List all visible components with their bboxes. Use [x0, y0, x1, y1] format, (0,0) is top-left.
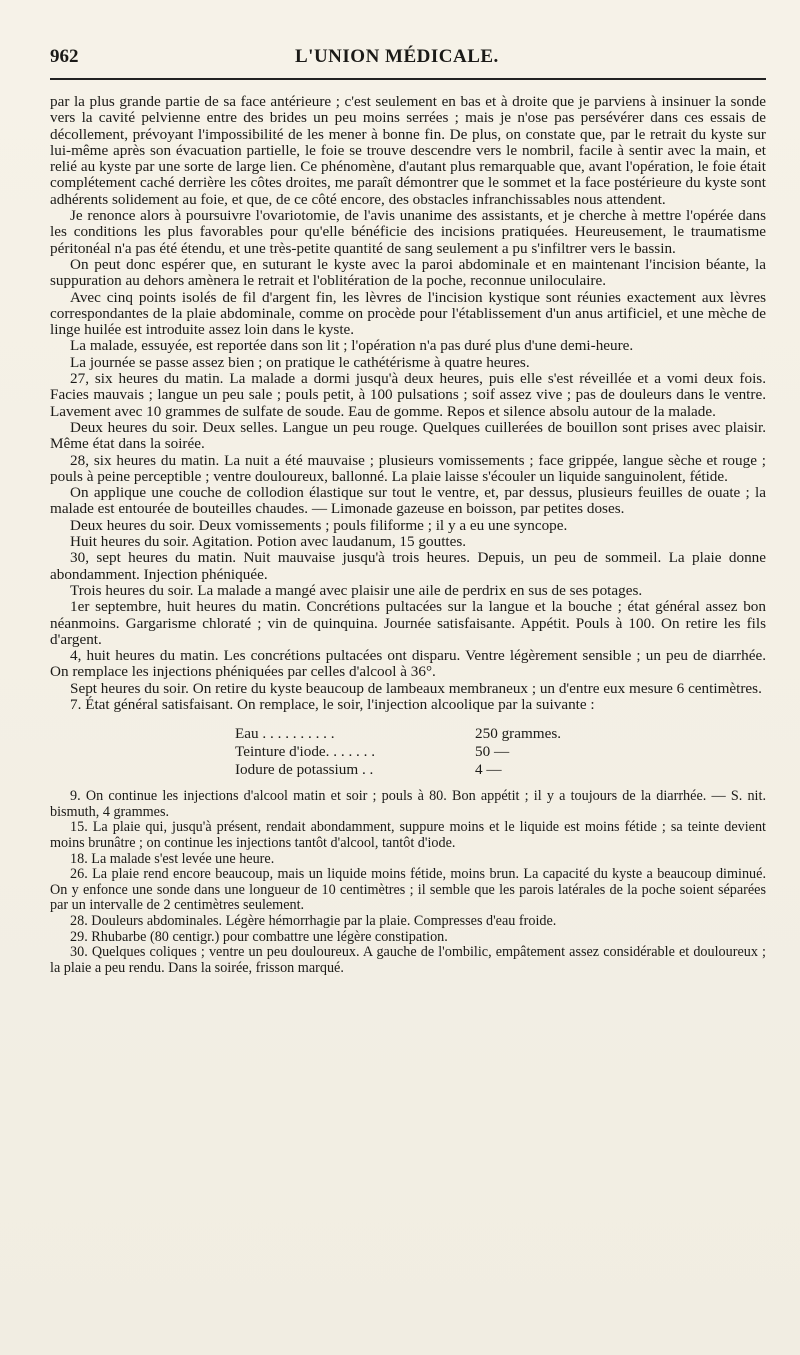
paragraph: Avec cinq points isolés de fil d'argent fin, les lèvres de l'incision kystique sont réunies exactement aux lèvres correspondantes de la plaie abdominale, comme on procède pour l'établissement d'un anus artificiel, et une mèche de linge huilée est introduite assez loin dans le kyste.: [50, 288, 766, 339]
paragraph: 7. État général satisfaisant. On remplace, le soir, l'injection alcoolique par la suivante :: [70, 695, 595, 713]
paragraph: Trois heures du soir. La malade a mangé avec plaisir une aile de perdrix en sus de ses potages.: [70, 581, 643, 599]
paragraph: Je renonce alors à poursuivre l'ovariotomie, de l'avis unanime des assistants, et je cherche à mettre l'opérée dans les conditions les plus favorables pour qu'elle bénéficie des incisions pratiquées. Heureusement, le traumatisme péritonéal n'a pas été étendu, et une très-petite quantité de sang seulement a pu s'infiltrer vers le bassin.: [50, 207, 766, 257]
paragraph: 29. Rhubarbe (80 centigr.) pour combattre une légère constipation.: [70, 928, 448, 945]
formula-ingredient: Eau . . . . . . . . . .: [235, 725, 335, 743]
page-header: [50, 46, 766, 80]
prescription-formula: [235, 725, 766, 779]
paragraphs-after-formula: [50, 789, 766, 976]
paragraph: 9. On continue les injections d'alcool matin et soir ; pouls à 80. Bon appétit ; il y a toujours de la diarrhée. — S. nit. bismuth, 4 grammes.: [50, 788, 766, 820]
paragraph: 1er septembre, huit heures du matin. Concrétions pultacées sur la langue et la bouche ; état général assez bon néanmoins. Gargarisme chloraté ; vin de quinquina. Journée satisfaisante. Appétit. Pouls à 100. On retire les fils d'argent.: [50, 598, 766, 648]
formula-ingredient: Iodure de potassium . .: [235, 761, 374, 779]
formula-row: [235, 743, 766, 761]
article-body: [50, 94, 766, 976]
formula-row: [235, 725, 766, 743]
paragraph: La malade, essuyée, est reportée dans son lit ; l'opération n'a pas duré plus d'une demi-heure.: [70, 337, 634, 355]
paragraph: 26. La plaie rend encore beaucoup, mais un liquide moins fétide, moins brun. La capacité du kyste a beaucoup diminué. On y enfonce une sonde dans une longueur de 10 centimètres ; il semble que les parois latérales de la poche soient séparées par un intervalle de 2 centimètres seulement.: [50, 866, 766, 914]
formula-ingredient: Teinture d'iode. . . . . . .: [235, 743, 376, 761]
paragraphs-before-formula: [50, 94, 766, 713]
paragraph: La journée se passe assez bien ; on pratique le cathétérisme à quatre heures.: [70, 353, 530, 371]
paragraph: 27, six heures du matin. La malade a dormi jusqu'à deux heures, puis elle s'est réveillée et a vomi deux fois. Facies mauvais ; langue un peu sale ; pouls petit, à 100 pulsations ; soif assez vive ; pas de douleurs dans le ventre. Lavement avec 10 grammes de sulfate de soude. Eau de gomme. Repos et silence absolu autour de la malade.: [50, 370, 766, 420]
paragraph: Huit heures du soir. Agitation. Potion avec laudanum, 15 gouttes.: [70, 533, 467, 551]
formula-row: [235, 761, 766, 779]
paragraph: 18. La malade s'est levée une heure.: [70, 850, 275, 867]
formula-quantity: 250 grammes.: [475, 725, 562, 743]
paragraph: 30. Quelques coliques ; ventre un peu douloureux. A gauche de l'ombilic, empâtement assez considérable et douloureux ; la plaie a peu rendu. Dans la soirée, frisson marqué.: [50, 944, 766, 976]
formula-quantity: 50 —: [475, 743, 510, 761]
paragraph: 15. La plaie qui, jusqu'à présent, rendait abondamment, suppure moins et le liquide est moins fétide ; sa teinte devient moins brunâtre ; on continue les injections tantôt d'alcool, tantôt d'iode.: [50, 819, 766, 852]
paragraph: 28. Douleurs abdominales. Légère hémorrhagie par la plaie. Compresses d'eau froide.: [70, 913, 557, 930]
paragraph: Sept heures du soir. On retire du kyste beaucoup de lambeaux membraneux ; un d'entre eux mesure 6 centimètres.: [70, 679, 762, 697]
paragraph: 28, six heures du matin. La nuit a été mauvaise ; plusieurs vomissements ; face grippée, langue sèche et rouge ; pouls à peine perceptible ; ventre douloureux, ballonné. La plaie laisse s'écouler un liquide sanguinolent, fétide.: [50, 451, 766, 485]
page-number: 962: [50, 46, 79, 67]
paragraph: 30, sept heures du matin. Nuit mauvaise jusqu'à trois heures. Depuis, un peu de sommeil. La plaie donne abondamment. Injection phéniquée.: [50, 549, 766, 583]
formula-quantity: 4 —: [475, 761, 502, 779]
paragraph: On peut donc espérer que, en suturant le kyste avec la paroi abdominale et en maintenant l'incision béante, la suppuration au dehors amènera le retrait et l'oblitération de la poche, reconnue uniloculaire.: [50, 255, 766, 290]
running-title: L'UNION MÉDICALE.: [295, 46, 499, 67]
paragraph: 4, huit heures du matin. Les concrétions pultacées ont disparu. Ventre légèrement sensible ; un peu de diarrhée. On remplace les injections phéniquées par celles d'alcool à 36°.: [50, 647, 766, 681]
paragraph: Deux heures du soir. Deux selles. Langue un peu rouge. Quelques cuillerées de bouillon sont prises avec plaisir. Même état dans la soirée.: [50, 418, 766, 453]
paragraph: Deux heures du soir. Deux vomissements ; pouls filiforme ; il y a eu une syncope.: [70, 516, 568, 534]
paragraph: On applique une couche de collodion élastique sur tout le ventre, et, par dessus, plusieurs feuilles de ouate ; la malade est entourée de bouteilles chaudes. — Limonade gazeuse en boisson, par petites doses.: [50, 484, 766, 518]
paragraph: par la plus grande partie de sa face antérieure ; c'est seulement en bas et à droite que je parviens à insinuer la sonde vers la cavité pelvienne entre des brides un peu moins serrées ; mais je n'ose pas persévérer dans ces essais de décollement, prévoyant l'impossibilité de les mener à bonne fin. De plus, on constate que, par le retrait du kyste sur lui-même après son évacuation partielle, le foie se trouve descendre vers le nombril, facile à sentir avec la main, et relié au kyste par une sorte de large lien. Ce phénomène, d'autant plus remarquable que, avant l'opération, le foie était complétement caché derrière les côtes droites, me paraît démontrer que le sommet et la face postérieure du kyste sont adhérents solidement au foie, et que, de ce côté encore, des obstacles infranchissables nous attendent.: [50, 93, 766, 208]
